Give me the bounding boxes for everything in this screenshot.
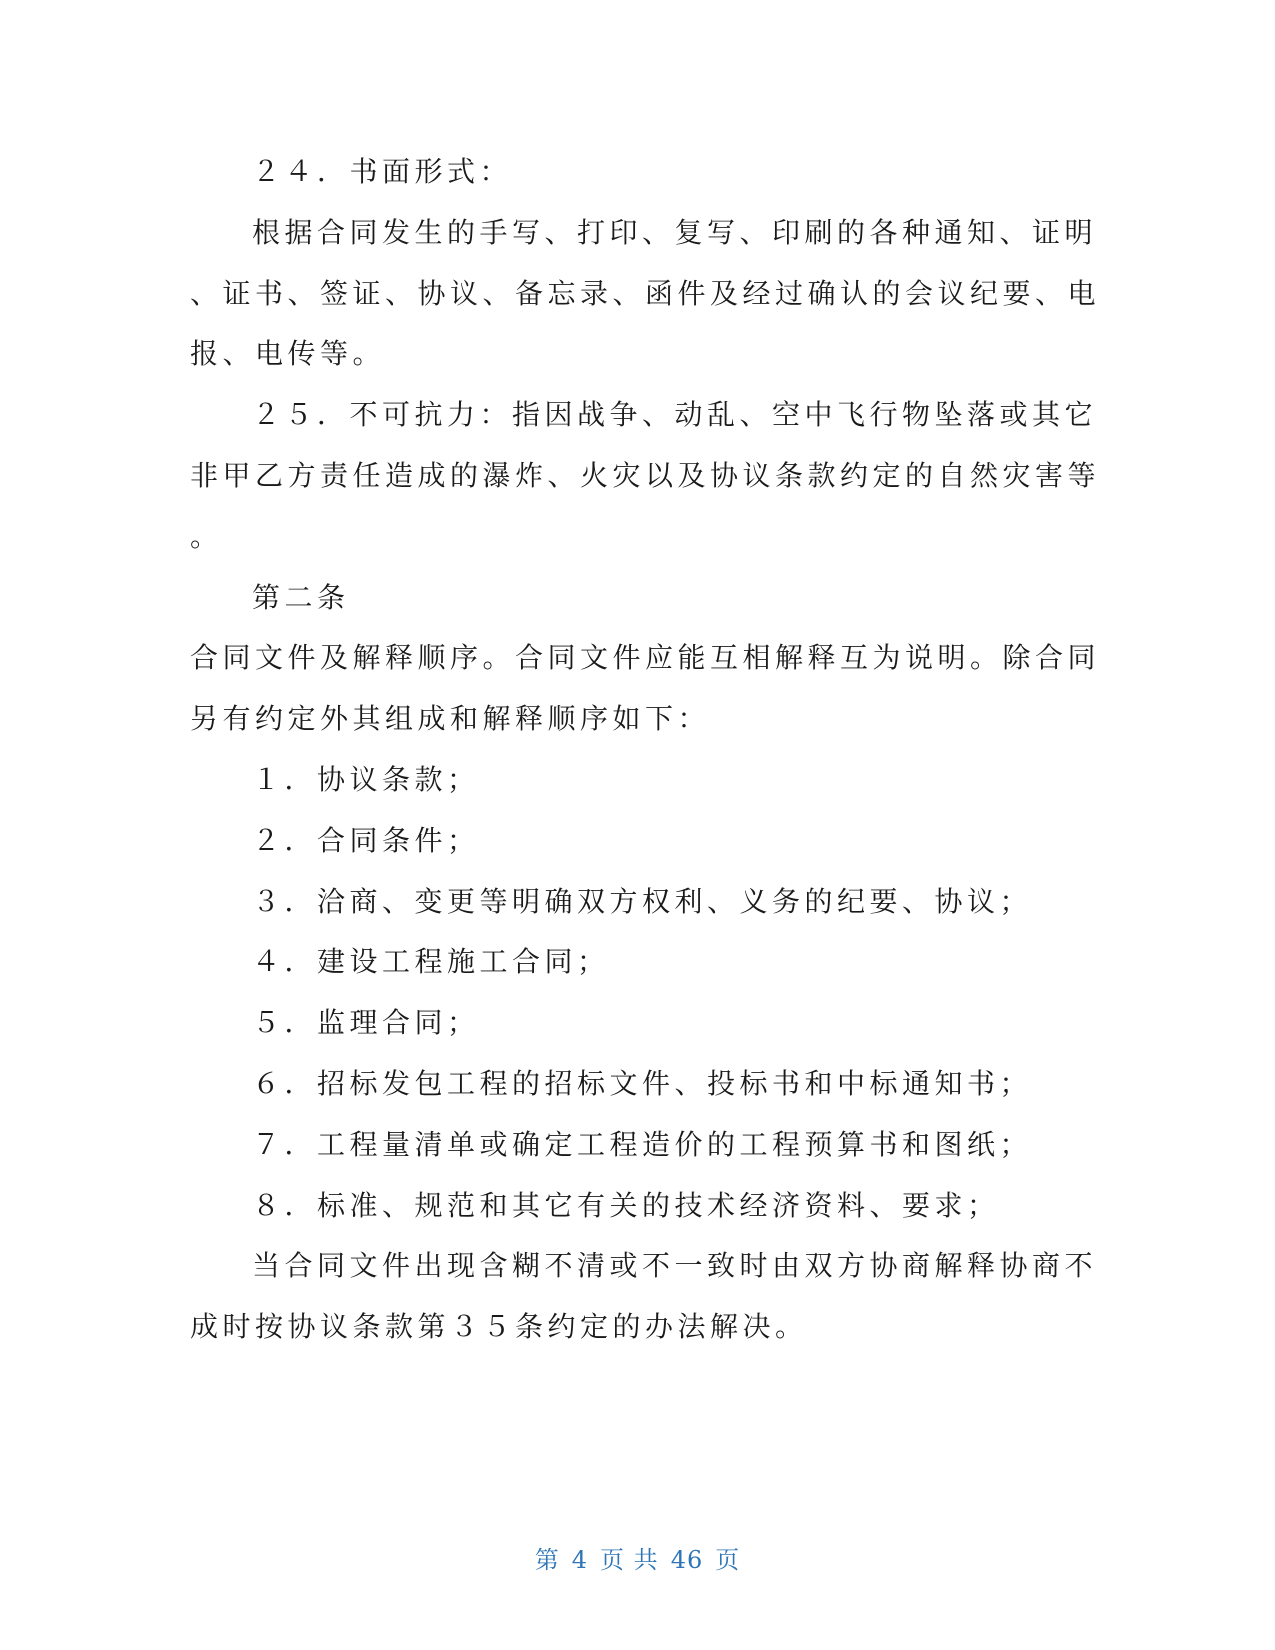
list-item: ７．工程量清单或确定工程造价的工程预算书和图纸；: [252, 1127, 1033, 1161]
list-item: ８．标准、规范和其它有关的技术经济资料、要求；: [252, 1188, 1000, 1222]
list-item: ３．洽商、变更等明确双方权利、义务的纪要、协议；: [252, 884, 1033, 918]
list-item: ５．监理合同；: [252, 1006, 480, 1040]
paragraph-line: 成时按协议条款第３５条约定的办法解决。: [190, 1310, 808, 1344]
page-middle: 页 共: [600, 1546, 659, 1574]
page-prefix: 第: [534, 1546, 560, 1574]
paragraph-line: 根据合同发生的手写、打印、复写、印刷的各种通知、证明: [252, 215, 1098, 249]
paragraph-line: 、证书、签证、协议、备忘录、函件及经过确认的会议纪要、电: [190, 276, 1101, 310]
paragraph-line: 另有约定外其组成和解释顺序如下：: [190, 702, 711, 736]
clause-24-heading: ２４．书面形式：: [252, 155, 513, 188]
list-item: １．协议条款；: [252, 762, 480, 796]
page-number: 4: [571, 1546, 589, 1574]
page-footer: [0, 1540, 1275, 1575]
list-item: ４．建设工程施工合同；: [252, 945, 610, 979]
article-two-heading: 第二条: [252, 580, 350, 614]
page-total: 46: [670, 1546, 704, 1574]
paragraph-line: 报、电传等。: [190, 337, 386, 371]
clause-25-line: ２５．不可抗力：指因战争、动乱、空中飞行物坠落或其它: [252, 398, 1098, 432]
paragraph-line: 合同文件及解释顺序。合同文件应能互相解释互为说明。除合同: [190, 641, 1101, 675]
document-body: [190, 142, 1101, 1358]
paragraph-line: 当合同文件出现含糊不清或不一致时由双方协商解释协商不: [252, 1249, 1098, 1283]
page-suffix: 页: [715, 1546, 741, 1574]
list-item: ２．合同条件；: [252, 823, 480, 857]
paragraph-line: 非甲乙方责任造成的瀑炸、火灾以及协议条款约定的自然灾害等: [190, 458, 1101, 492]
paragraph-line: 。: [190, 519, 223, 553]
list-item: ６．招标发包工程的招标文件、投标书和中标通知书；: [252, 1066, 1033, 1100]
